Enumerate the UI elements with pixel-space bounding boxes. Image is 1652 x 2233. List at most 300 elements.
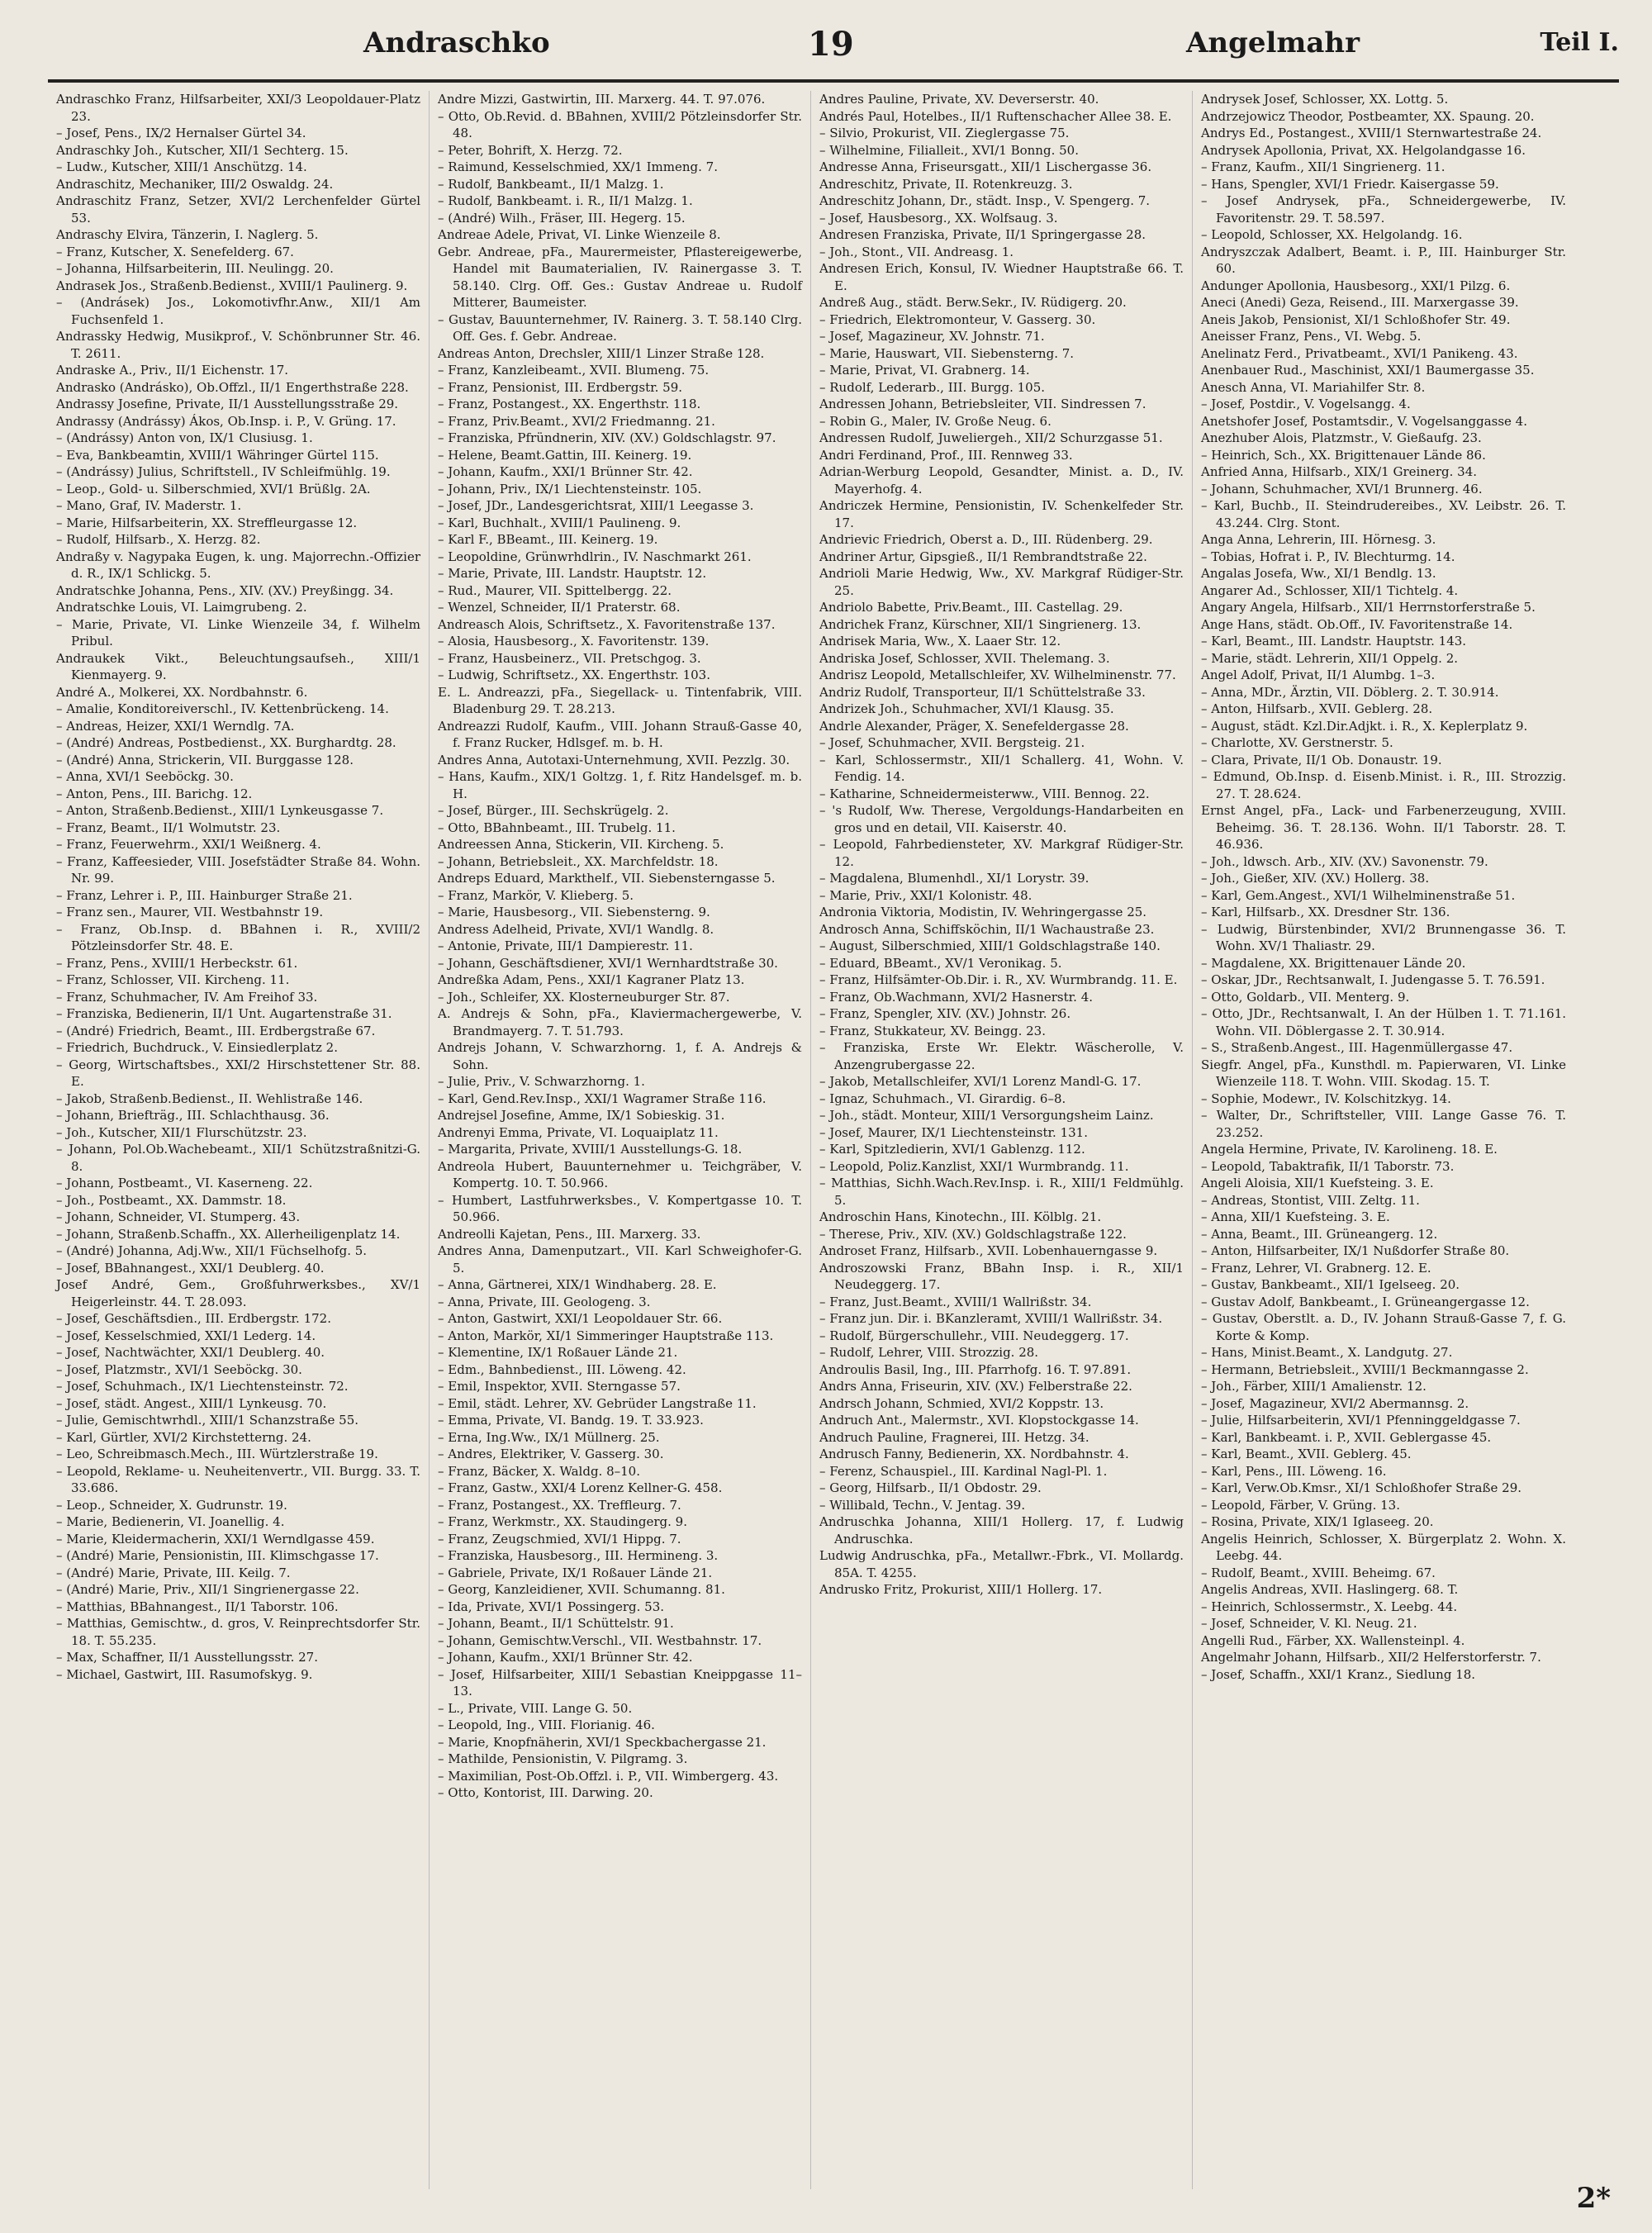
directory-entry: – Franz, Spengler, XIV. (XV.) Johnstr. 26.	[819, 1006, 1071, 1021]
directory-entry: – Franz, Pensionist, III. Erdbergstr. 59.	[438, 379, 683, 395]
directory-entry: Andunger Apollonia, Hausbesorg., XXI/1 Pilzg. 6.	[1201, 278, 1511, 293]
directory-entry: – Marie, Privat, VI. Grabnerg. 14.	[819, 363, 1030, 378]
directory-entry: – Raimund, Kesselschmied, XX/1 Immeng. 7.	[438, 159, 718, 174]
directory-entry: – Joh., ldwsch. Arb., XIV. (XV.) Savonenstr. 79.	[1201, 853, 1488, 869]
directory-entry: – Josef Andrysek, pFa., Schneidergewerbe, IV. Favoritenstr. 29. T. 58.597.	[1201, 193, 1566, 226]
directory-entry: Andrusko Fritz, Prokurist, XIII/1 Hollerg. 17.	[819, 1582, 1103, 1597]
directory-entry: – Anton, Gastwirt, XXI/1 Leopoldauer Str. 66.	[438, 1311, 723, 1326]
directory-entry: – Franz, Pens., XVIII/1 Herbeckstr. 61.	[56, 955, 298, 971]
directory-entry: – August, Silberschmied, XIII/1 Goldschlagstraße 140.	[819, 938, 1161, 953]
directory-entry: – Johann, Beamt., II/1 Schüttelstr. 91.	[438, 1616, 674, 1631]
directory-entry: Andre Mizzi, Gastwirtin, III. Marxerg. 44. T. 97.076.	[438, 92, 766, 107]
directory-entry: – Karl, Gem.Angest., XVI/1 Wilhelminenstraße 51.	[1201, 887, 1516, 903]
directory-entry: – Therese, Priv., XIV. (XV.) Goldschlagstraße 122.	[819, 1226, 1127, 1242]
directory-entry: – Otto, Ob.Revid. d. BBahnen, XVIII/2 Pötzleinsdorfer Str. 48.	[438, 108, 802, 140]
directory-entry: Angarer Ad., Schlosser, XII/1 Tichtelg. 4.	[1201, 582, 1459, 598]
directory-entry: – Marie, städt. Lehrerin, XII/1 Oppelg. 2.	[1201, 650, 1459, 666]
column-3	[811, 91, 1193, 2189]
directory-entry: – Josef, Magazineur, XVI/2 Abermannsg. 2.	[1201, 1395, 1469, 1411]
directory-entry: Andressen Johann, Betriebsleiter, VII. Sindressen 7.	[819, 397, 1146, 411]
directory-entry: – (André) Wilh., Fräser, III. Hegerg. 15.	[438, 210, 686, 226]
directory-entry: – Otto, Goldarb., VII. Menterg. 9.	[1201, 989, 1410, 1005]
directory-entry: – Leopold, Fahrbediensteter, XV. Markgraf Rüdiger-Str. 12.	[819, 837, 1184, 869]
directory-entry: – Otto, Kontorist, III. Darwing. 20.	[438, 1785, 653, 1800]
directory-entry: – Amalie, Konditoreiverschl., IV. Kettenbrückeng. 14.	[56, 701, 389, 716]
directory-entry: – Rudolf, Lederarb., III. Burgg. 105.	[819, 379, 1046, 395]
directory-entry: – Hans, Spengler, XVI/1 Friedr. Kaisergasse 59.	[1201, 176, 1499, 192]
directory-entry: Andrasko (Andrásko), Ob.Offzl., II/1 Engerthstraße 228.	[56, 379, 409, 395]
directory-entry: – Karl, Buchb., II. Steindrudereibes., XV. Leibstr. 26. T. 43.244. Clrg. Stont.	[1201, 498, 1566, 530]
directory-entry: – Magdalene, XX. Brigittenauer Lände 20.	[1201, 955, 1466, 971]
directory-entry: – Leopold, Schlosser, XX. Helgolandg. 16.	[1201, 227, 1463, 242]
directory-entry: – Karl, Gend.Rev.Insp., XXI/1 Wagramer Straße 116.	[438, 1090, 767, 1106]
directory-entry: Ernst Angel, pFa., Lack- und Farbenerzeugung, XVIII. Beheimg. 36. T. 28.136. Wohn. II/1 Taborstr. 28. T. 46.936.	[1201, 803, 1566, 852]
directory-entry: – Rudolf, Bankbeamt. i. R., II/1 Malzg. 1.	[438, 193, 693, 208]
directory-entry: Anfried Anna, Hilfsarb., XIX/1 Greinerg. 34.	[1201, 464, 1478, 479]
directory-entry: Andrenyi Emma, Private, VI. Loquaiplatz 11.	[438, 1124, 719, 1140]
directory-entry: – Franz, Markör, V. Klieberg. 5.	[438, 887, 634, 903]
directory-entry: – Friedrich, Buchdruck., V. Einsiedlerplatz 2.	[56, 1040, 338, 1055]
directory-entry: – Joh., Kutscher, XII/1 Flurschützstr. 23.	[56, 1124, 307, 1140]
directory-entry: – Margarita, Private, XVIII/1 Ausstellungs-G. 18.	[438, 1142, 743, 1157]
directory-entry: Andreessen Anna, Stickerin, VII. Kircheng. 5.	[438, 837, 724, 852]
directory-entry: Anesch Anna, VI. Mariahilfer Str. 8.	[1201, 379, 1426, 395]
directory-entry: Gebr. Andreae, pFa., Maurermeister, Pflastereigewerbe, Handel mit Baumaterialien, IV. Rainergasse 3. T. 58.140. Clrg. Off. Ges.: Gustav Andreae u. Rudolf Mitterer, Baumeister.	[438, 244, 802, 310]
directory-entry: – Matthias, Gemischtw., d. gros, V. Reinprechtsdorfer Str. 18. T. 55.235.	[56, 1616, 420, 1648]
directory-entry: – Otto, BBahnbeamt., III. Trubelg. 11.	[438, 820, 676, 835]
page-header	[48, 23, 1619, 71]
directory-entry: Andrys Ed., Postangest., XVIII/1 Sternwartestraße 24.	[1201, 126, 1542, 140]
directory-entry: Andrievic Friedrich, Oberst a. D., III. Rüdenberg. 29.	[819, 532, 1153, 547]
directory-entry: Andres Anna, Autotaxi-Unternehmung, XVII. Pezzlg. 30.	[438, 752, 790, 767]
directory-entry: Andratschke Louis, VI. Laimgrubeng. 2.	[56, 600, 307, 615]
directory-entry: – Alosia, Hausbesorg., X. Favoritenstr. 139.	[438, 634, 710, 649]
directory-entry: – Franz, Kaufm., XII/1 Singrienerg. 11.	[1201, 159, 1446, 174]
directory-entry: Anelinatz Ferd., Privatbeamt., XVI/1 Panikeng. 43.	[1201, 345, 1518, 361]
directory-entry: – Anna, Beamt., III. Grüneangerg. 12.	[1201, 1226, 1438, 1242]
directory-entry: – Franz, Ob.Insp. d. BBahnen i. R., XVIII/2 Pötzleinsdorfer Str. 48. E.	[56, 921, 420, 953]
directory-entry: Aneci (Anedi) Geza, Reisend., III. Marxergasse 39.	[1201, 295, 1519, 310]
directory-entry: Andrisek Maria, Ww., X. Laaer Str. 12.	[819, 634, 1061, 649]
directory-entry: Andronia Viktoria, Modistin, IV. Wehringergasse 25.	[819, 905, 1147, 919]
directory-entry: – Emil, städt. Lehrer, XV. Gebrüder Langstraße 11.	[438, 1395, 757, 1411]
directory-entry: – Rudolf, Hilfsarb., X. Herzg. 82.	[56, 532, 261, 547]
directory-entry: Andrysek Josef, Schlosser, XX. Lottg. 5.	[1201, 92, 1449, 107]
directory-entry: – Josef, Magazineur, XV. Johnstr. 71.	[819, 329, 1045, 344]
directory-entry: – Franz, Kutscher, X. Senefelderg. 67.	[56, 244, 294, 259]
directory-entry: – Joh., Postbeamt., XX. Dammstr. 18.	[56, 1192, 287, 1208]
directory-entry: – Karl, Schlossermstr., XII/1 Schallerg. 41, Wohn. V. Fendig. 14.	[819, 752, 1184, 784]
directory-entry: – Marie, Hauswart, VII. Siebensterng. 7.	[819, 345, 1075, 361]
directory-entry: – Karl, Hilfsarb., XX. Dresdner Str. 136.	[1201, 905, 1450, 919]
directory-entry: – Mathilde, Pensionistin, V. Pilgramg. 3.	[438, 1751, 688, 1766]
directory-entry: – Franz, Gastw., XXI/4 Lorenz Kellner-G. 458.	[438, 1480, 723, 1495]
directory-entry: – Antonie, Private, III/1 Dampierestr. 11.	[438, 938, 693, 953]
directory-entry: – Willibald, Techn., V. Jentag. 39.	[819, 1497, 1026, 1513]
directory-entry: Andressen Rudolf, Juweliergeh., XII/2 Schurzgasse 51.	[819, 430, 1163, 445]
directory-entry: André A., Molkerei, XX. Nordbahnstr. 6.	[56, 684, 308, 700]
directory-entry: – Magdalena, Blumenhdl., XI/1 Lorystr. 39.	[819, 871, 1089, 886]
directory-entry: – Katharine, Schneidermeisterww., VIII. Bennog. 22.	[819, 786, 1150, 801]
directory-entry: – Franziska, Hausbesorg., III. Hermineng. 3.	[438, 1548, 719, 1563]
directory-entry: Anenbauer Rud., Maschinist, XXI/1 Baumergasse 35.	[1201, 363, 1535, 378]
directory-entry: – Emil, Inspektor, XVII. Sterngasse 57.	[438, 1379, 681, 1394]
directory-entry: – Gustav, Bankbeamt., XII/1 Igelseeg. 20.	[1201, 1277, 1460, 1292]
directory-entry: – Karl, Gürtler, XVI/2 Kirchstetterng. 24.	[56, 1429, 311, 1445]
directory-entry: Andruch Pauline, Fragnerei, III. Hetzg. 34.	[819, 1429, 1089, 1445]
directory-entry: Anezhuber Alois, Platzmstr., V. Gießaufg. 23.	[1201, 430, 1482, 445]
directory-entry: – Joh., Gießer, XIV. (XV.) Hollerg. 38.	[1201, 871, 1430, 886]
directory-entry: – Marie, Priv., XXI/1 Kolonistr. 48.	[819, 887, 1032, 903]
directory-entry: – Franz, Zeugschmied, XVI/1 Hippg. 7.	[438, 1531, 681, 1546]
directory-entry: – (André) Johanna, Adj.Ww., XII/1 Füchselhofg. 5.	[56, 1243, 368, 1258]
directory-entry: – Johann, Priv., IX/1 Liechtensteinstr. 105.	[438, 481, 702, 496]
directory-entry: Andreas Anton, Drechsler, XIII/1 Linzer Straße 128.	[438, 345, 765, 361]
directory-entry: – Josef, Platzmstr., XVI/1 Seeböckg. 30.	[56, 1361, 302, 1377]
column-2	[430, 91, 811, 2189]
directory-entry: Angela Hermine, Private, IV. Karolineng. 18. E.	[1201, 1142, 1498, 1157]
directory-entry: Andrioli Marie Hedwig, Ww., XV. Markgraf Rüdiger-Str. 25.	[819, 566, 1184, 598]
directory-entry: E. L. Andreazzi, pFa., Siegellack- u. Tintenfabrik, VIII. Bladenburg 29. T. 28.213.	[438, 684, 802, 716]
directory-entry: – (Andrásek) Jos., Lokomotivfhr.Anw., XII/1 Am Fuchsenfeld 1.	[56, 295, 420, 327]
directory-entry: – Heinrich, Sch., XX. Brigittenauer Lände 86.	[1201, 447, 1486, 463]
directory-entry: – Humbert, Lastfuhrwerksbes., V. Kompertgasse 10. T. 50.966.	[438, 1192, 802, 1224]
directory-entry: – Johann, Geschäftsdiener, XVI/1 Wernhardtstraße 30.	[438, 955, 778, 971]
signature-mark: 2*	[1576, 2182, 1611, 2215]
directory-entry: – Anna, XVI/1 Seeböckg. 30.	[56, 769, 234, 784]
directory-entry: – Anna, MDr., Ärztin, VII. Döblerg. 2. T. 30.914.	[1201, 684, 1499, 700]
directory-entry: – Franz, Kanzleibeamt., XVII. Blumeng. 75.	[438, 363, 710, 378]
directory-entry: – Max, Schaffner, II/1 Ausstellungsstr. 27.	[56, 1650, 318, 1665]
directory-entry: – Wilhelmine, Filialleit., XVI/1 Bonng. 50.	[819, 142, 1079, 158]
directory-entry: – Johann, Betriebsleit., XX. Marchfeldstr. 18.	[438, 853, 719, 869]
directory-entry: – Leo, Schreibmasch.Mech., III. Würtzlerstraße 19.	[56, 1447, 378, 1461]
directory-entry: – Joh., Schleifer, XX. Klosterneuburger Str. 87.	[438, 989, 730, 1005]
directory-entry: – Walter, Dr., Schriftsteller, VIII. Lange Gasse 76. T. 23.252.	[1201, 1108, 1566, 1140]
part-label: Teil I.	[1540, 28, 1619, 57]
directory-entry: – (André) Marie, Private, III. Keilg. 7.	[56, 1565, 291, 1580]
directory-entry: Andruch Ant., Malermstr., XVI. Klopstockgasse 14.	[819, 1413, 1139, 1428]
directory-entry: Aneisser Franz, Pens., VI. Webg. 5.	[1201, 329, 1422, 344]
directory-entry: – Johanna, Hilfsarbeiterin, III. Neulingg. 20.	[56, 261, 334, 276]
directory-entry: – August, städt. Kzl.Dir.Adjkt. i. R., X. Keplerplatz 9.	[1201, 718, 1528, 734]
directory-entry: – Josef, städt. Angest., XIII/1 Lynkeusg. 70.	[56, 1395, 327, 1411]
directory-entry: – Friedrich, Elektromonteur, V. Gasserg. 30.	[819, 311, 1096, 327]
directory-entry: Andreazzi Rudolf, Kaufm., VIII. Johann Strauß-Gasse 40, f. Franz Rucker, Hdlsgef. m. b. H.	[438, 718, 802, 750]
directory-entry: Josef André, Gem., Großfuhrwerksbes., XV/1 Heigerleinstr. 44. T. 28.093.	[56, 1277, 420, 1309]
directory-entry: – Mano, Graf, IV. Maderstr. 1.	[56, 498, 242, 513]
directory-entry: – Franz, Werkmstr., XX. Staudingerg. 9.	[438, 1514, 687, 1529]
directory-entry: Andrizek Joh., Schuhmacher, XVI/1 Klausg. 35.	[819, 701, 1114, 716]
directory-entry: – Ludwig, Bürstenbinder, XVI/2 Brunnengasse 36. T. Wohn. XV/1 Thaliastr. 29.	[1201, 921, 1566, 953]
directory-entry: – Karl F., BBeamt., III. Keinerg. 19.	[438, 532, 658, 547]
directory-entry: – Julie, Hilfsarbeiterin, XVI/1 Pfenninggeldgasse 7.	[1201, 1413, 1521, 1428]
directory-entry: Andres Pauline, Private, XV. Deverserstr. 40.	[819, 92, 1099, 107]
directory-entry: – Franziska, Erste Wr. Elektr. Wäscherolle, V. Anzengrubergasse 22.	[819, 1040, 1184, 1072]
directory-entry: Andraschky Joh., Kutscher, XII/1 Sechterg. 15.	[56, 142, 349, 158]
directory-entry: – Josef, Bürger., III. Sechskrügelg. 2.	[438, 803, 669, 818]
directory-entry: – Gustav, Oberstlt. a. D., IV. Johann Strauß-Gasse 7, f. G. Korte & Komp.	[1201, 1311, 1566, 1343]
directory-entry: – Anna, XII/1 Kuefsteing. 3. E.	[1201, 1209, 1390, 1224]
directory-entry: Andrs Anna, Friseurin, XIV. (XV.) Felberstraße 22.	[819, 1379, 1132, 1394]
directory-entry: – Hans, Kaufm., XIX/1 Goltzg. 1, f. Ritz Handelsgef. m. b. H.	[438, 769, 802, 801]
directory-entry: Andreae Adele, Privat, VI. Linke Wienzeile 8.	[438, 227, 721, 242]
directory-entry: – Rosina, Private, XIX/1 Iglaseeg. 20.	[1201, 1514, 1434, 1529]
directory-entry: – Leopold, Färber, V. Grüng. 13.	[1201, 1497, 1400, 1513]
directory-entry: – Josef, Geschäftsdien., III. Erdbergstr. 172.	[56, 1311, 331, 1326]
directory-entry: – Clara, Private, II/1 Ob. Donaustr. 19.	[1201, 752, 1442, 767]
directory-entry: Andri Ferdinand, Prof., III. Rennweg 33.	[819, 447, 1073, 463]
directory-entry: – Johann, Briefträg., III. Schlachthausg. 36.	[56, 1108, 330, 1123]
directory-entry: Andrisz Leopold, Metallschleifer, XV. Wilhelminenstr. 77.	[819, 668, 1176, 682]
directory-entry: – Franz sen., Maurer, VII. Westbahnstr 19.	[56, 905, 324, 919]
directory-entry: – Karl, Buchhalt., XVIII/1 Paulineng. 9.	[438, 515, 681, 530]
directory-entry: – Peter, Bohrift, X. Herzg. 72.	[438, 142, 623, 158]
directory-entry: – Leopold, Tabaktrafik, II/1 Taborstr. 73.	[1201, 1158, 1455, 1174]
directory-entry: – Franz, Schuhmacher, IV. Am Freihof 33.	[56, 989, 318, 1005]
directory-entry: – Leopold, Poliz.Kanzlist, XXI/1 Wurmbrandg. 11.	[819, 1158, 1129, 1174]
header-last-entry: Angelmahr	[1186, 26, 1360, 59]
directory-entry: Andraschitz, Mechaniker, III/2 Oswaldg. 24.	[56, 176, 334, 192]
directory-entry: – Julie, Priv., V. Schwarzhorng. 1.	[438, 1074, 645, 1089]
directory-entry: Andreasch Alois, Schriftsetz., X. Favoritenstraße 137.	[438, 616, 776, 632]
directory-entry: – Josef, Nachtwächter, XXI/1 Deublerg. 40.	[56, 1345, 325, 1360]
directory-entry: – Franz, Lehrer, VI. Grabnerg. 12. E.	[1201, 1260, 1431, 1276]
directory-entry: Angelmahr Johann, Hilfsarb., XII/2 Helferstorferstr. 7.	[1201, 1650, 1541, 1665]
directory-entry: – Franz, Beamt., II/1 Wolmutstr. 23.	[56, 820, 281, 835]
directory-entry: – Johann, Pol.Ob.Wachebeamt., XII/1 Schützstraßnitzi-G. 8.	[56, 1142, 420, 1174]
directory-entry: Andresen Erich, Konsul, IV. Wiedner Hauptstraße 66. T. E.	[819, 261, 1184, 293]
directory-entry: – Johann, Kaufm., XXI/1 Brünner Str. 42.	[438, 1650, 693, 1665]
directory-entry: – Klementine, IX/1 Roßauer Lände 21.	[438, 1345, 678, 1360]
directory-entry: – Helene, Beamt.Gattin, III. Keinerg. 19.	[438, 447, 692, 463]
directory-entry: – Joh., städt. Monteur, XIII/1 Versorgungsheim Lainz.	[819, 1108, 1154, 1123]
directory-entry: – Andreas, Heizer, XXI/1 Werndlg. 7A.	[56, 718, 295, 734]
directory-entry: Angelli Rud., Färber, XX. Wallensteinpl. 4.	[1201, 1632, 1465, 1648]
directory-entry: – Franziska, Bedienerin, II/1 Unt. Augartenstraße 31.	[56, 1006, 392, 1021]
directory-entry: Andryszczak Adalbert, Beamt. i. P., III. Hainburger Str. 60.	[1201, 244, 1566, 276]
directory-entry: – Wenzel, Schneider, II/1 Praterstr. 68.	[438, 600, 681, 615]
directory-entry: – Anton, Hilfsarb., XVII. Geblerg. 28.	[1201, 701, 1433, 716]
directory-entry: – Karl, Spitzledierin, XVI/1 Gablenzg. 112.	[819, 1142, 1085, 1157]
directory-entry: – Jakob, Straßenb.Bedienst., II. Wehlistraße 146.	[56, 1090, 363, 1106]
directory-entry: – Josef, Schuhmacher, XVII. Bergsteig. 21.	[819, 735, 1085, 750]
directory-entry: – Josef, Kesselschmied, XXI/1 Lederg. 14.	[56, 1328, 316, 1343]
directory-entry: – (André) Marie, Pensionistin, III. Klimschgasse 17.	[56, 1548, 379, 1563]
directory-entry: – Anton, Markör, XI/1 Simmeringer Hauptstraße 113.	[438, 1328, 774, 1343]
directory-entry: – Josef, Schuhmach., IX/1 Liechtensteinstr. 72.	[56, 1379, 349, 1394]
directory-entry: – Franz, Postangest., XX. Engerthstr. 118.	[438, 397, 701, 411]
column-1	[48, 91, 430, 2189]
directory-entry: – Leopold, Reklame- u. Neuheitenvertr., VII. Burgg. 33. T. 33.686.	[56, 1463, 420, 1495]
directory-entry: – Franz, Feuerwehrm., XXI/1 Weißnerg. 4.	[56, 837, 321, 852]
directory-entry: Andriolo Babette, Priv.Beamt., III. Castellag. 29.	[819, 600, 1123, 615]
directory-entry: – Tobias, Hofrat i. P., IV. Blechturmg. 14.	[1201, 549, 1455, 564]
directory-entry: – Josef, Schneider, V. Kl. Neug. 21.	[1201, 1616, 1417, 1631]
directory-entry: Andrysek Apollonia, Privat, XX. Helgolandgasse 16.	[1201, 142, 1526, 158]
directory-entry: – Leop., Schneider, X. Gudrunstr. 19.	[56, 1497, 287, 1513]
directory-entry: – Anna, Gärtnerei, XIX/1 Windhaberg. 28. E.	[438, 1277, 717, 1292]
directory-entry: – Josef, Pens., IX/2 Hernalser Gürtel 34.	[56, 126, 306, 140]
directory-entry: – Rudolf, Beamt., XVIII. Beheimg. 67.	[1201, 1565, 1436, 1580]
directory-entry: Andreschitz, Private, II. Rotenkreuzg. 3.	[819, 176, 1073, 192]
directory-entry: – Karl, Beamt., III. Landstr. Hauptstr. 143.	[1201, 634, 1467, 649]
directory-entry: – Andres, Elektriker, V. Gasserg. 30.	[438, 1447, 664, 1461]
directory-entry: – Johann, Postbeamt., VI. Kaserneng. 22.	[56, 1176, 313, 1190]
directory-entry: – Josef, BBahnangest., XXI/1 Deublerg. 40.	[56, 1260, 325, 1276]
directory-entry: – Johann, Gemischtw.Verschl., VII. Westbahnstr. 17.	[438, 1632, 762, 1648]
directory-entry: – Karl, Pens., III. Löweng. 16.	[1201, 1463, 1387, 1479]
directory-entry: – Johann, Straßenb.Schaffn., XX. Allerheiligenplatz 14.	[56, 1226, 401, 1242]
directory-entry: Angel Adolf, Privat, II/1 Alumbg. 1–3.	[1201, 668, 1436, 682]
directory-entry: – Franz, Ob.Wachmann, XVI/2 Hasnerstr. 4.	[819, 989, 1094, 1005]
directory-entry: Andratschke Johanna, Pens., XIV. (XV.) Preyßingg. 34.	[56, 582, 394, 598]
directory-entry: – Josef, Hausbesorg., XX. Wolfsaug. 3.	[819, 210, 1058, 226]
directory-entry: – Ida, Private, XVI/1 Possingerg. 53.	[438, 1599, 665, 1614]
directory-entry: – Georg, Hilfsarb., II/1 Obdostr. 29.	[819, 1480, 1042, 1495]
directory-entry: – Otto, JDr., Rechtsanwalt, I. An der Hülben 1. T. 71.161. Wohn. VII. Döblergasse 2. T. 30.914.	[1201, 1006, 1566, 1038]
directory-entry: – Leopold, Ing., VIII. Florianig. 46.	[438, 1718, 655, 1732]
directory-entry: – S., Straßenb.Angest., III. Hagenmüllergasse 47.	[1201, 1040, 1513, 1055]
directory-entry: – (André) Marie, Priv., XII/1 Singrienergasse 22.	[56, 1582, 359, 1597]
directory-entry: Andrassy (Andrássy) Ákos, Ob.Insp. i. P., V. Grüng. 17.	[56, 413, 396, 429]
directory-entry: – Ludw., Kutscher, XIII/1 Anschützg. 14.	[56, 159, 307, 174]
directory-entry: – Gustav, Bauunternehmer, IV. Rainerg. 3. T. 58.140 Clrg. Off. Ges. f. Gebr. Andreae.	[438, 311, 802, 344]
directory-entry: – Leop., Gold- u. Silberschmied, XVI/1 Brüßlg. 2A.	[56, 481, 371, 496]
directory-entry: Andres Anna, Damenputzart., VII. Karl Schweighofer-G. 5.	[438, 1243, 802, 1276]
directory-entry: – (André) Andreas, Postbedienst., XX. Burghardtg. 28.	[56, 735, 396, 750]
directory-entry: – Eduard, BBeamt., XV/1 Veronikag. 5.	[819, 955, 1062, 971]
directory-entry: Andraukek Vikt., Beleuchtungsaufseh., XIII/1 Kienmayerg. 9.	[56, 650, 420, 682]
directory-entry: – Gustav Adolf, Bankbeamt., I. Grüneangergasse 12.	[1201, 1294, 1530, 1309]
directory-entry: – Ludwig, Schriftsetz., XX. Engerthstr. 103.	[438, 668, 710, 682]
directory-entry: – Franz, Lehrer i. P., III. Hainburger Straße 21.	[56, 887, 353, 903]
directory-entry: – Franz, Stukkateur, XV. Beingg. 23.	[819, 1023, 1046, 1038]
directory-entry: – Franz, Just.Beamt., XVIII/1 Wallrißstr. 34.	[819, 1294, 1092, 1309]
directory-entry: Androset Franz, Hilfsarb., XVII. Lobenhauerngasse 9.	[819, 1243, 1158, 1258]
directory-entry: – Jakob, Metallschleifer, XVI/1 Lorenz Mandl-G. 17.	[819, 1074, 1142, 1089]
directory-entry: – Franz, Schlosser, VII. Kircheng. 11.	[56, 972, 290, 987]
entry-columns	[48, 91, 1619, 2189]
directory-entry: – Ignaz, Schuhmach., VI. Girardig. 6–8.	[819, 1090, 1066, 1106]
directory-entry: – Eva, Bankbeamtin, XVIII/1 Währinger Gürtel 115.	[56, 447, 379, 463]
directory-entry: Andraschitz Franz, Setzer, XVI/2 Lerchenfelder Gürtel 53.	[56, 193, 420, 226]
directory-entry: Andrsch Johann, Schmied, XVI/2 Koppstr. 13.	[819, 1395, 1104, 1411]
directory-entry: – Rud., Maurer, VII. Spittelbergg. 22.	[438, 582, 672, 598]
directory-entry: Andrés Paul, Hotelbes., II/1 Ruftenschacher Allee 38. E.	[819, 108, 1172, 124]
directory-entry: Andrichek Franz, Kürschner, XII/1 Singrienerg. 13.	[819, 616, 1142, 632]
directory-entry: Andriz Rudolf, Transporteur, II/1 Schüttelstraße 33.	[819, 684, 1146, 700]
directory-entry: – Karl, Beamt., XVII. Geblerg. 45.	[1201, 1447, 1412, 1461]
directory-entry: – Charlotte, XV. Gerstnerstr. 5.	[1201, 735, 1393, 750]
directory-entry: – Anton, Hilfsarbeiter, IX/1 Nußdorfer Straße 80.	[1201, 1243, 1510, 1258]
directory-entry: – Marie, Private, VI. Linke Wienzeile 34, f. Wilhelm Pribul.	[56, 616, 420, 649]
directory-entry: – Rudolf, Lehrer, VIII. Strozzig. 28.	[819, 1345, 1039, 1360]
directory-entry: – 's Rudolf, Ww. Therese, Vergoldungs-Handarbeiten en gros und en detail, VII. Kaiserstr. 40.	[819, 803, 1184, 835]
directory-entry: Aneis Jakob, Pensionist, XI/1 Schloßhofer Str. 49.	[1201, 311, 1511, 327]
directory-entry: Angelis Andreas, XVII. Haslingerg. 68. T.	[1201, 1582, 1459, 1597]
directory-entry: – Maximilian, Post-Ob.Offzl. i. P., VII. Wimbergerg. 43.	[438, 1768, 779, 1784]
directory-entry: – Matthias, Sichh.Wach.Rev.Insp. i. R., XIII/1 Feldmühlg. 5.	[819, 1176, 1184, 1208]
directory-entry: – Hermann, Betriebsleit., XVIII/1 Beckmanngasse 2.	[1201, 1361, 1529, 1377]
directory-entry: – Franz, Hausbeinerz., VII. Pretschgog. 3.	[438, 650, 701, 666]
directory-entry: – Joh., Färber, XIII/1 Amalienstr. 12.	[1201, 1379, 1427, 1394]
directory-entry: Andreschitz Johann, Dr., städt. Insp., V. Spengerg. 7.	[819, 193, 1151, 208]
directory-entry: Ludwig Andruschka, pFa., Metallwr.-Fbrk., VI. Mollardg. 85A. T. 4255.	[819, 1548, 1184, 1580]
directory-entry: Anetshofer Josef, Postamtsdir., V. Vogelsanggasse 4.	[1201, 413, 1527, 429]
directory-entry: – Marie, Hilfsarbeiterin, XX. Streffleurgasse 12.	[56, 515, 358, 530]
directory-entry: Andrzejowicz Theodor, Postbeamter, XX. Spaung. 20.	[1201, 108, 1535, 124]
directory-entry: Andreßka Adam, Pens., XXI/1 Kagraner Platz 13.	[438, 972, 745, 987]
directory-entry: – Josef, Schaffn., XXI/1 Kranz., Siedlung 18.	[1201, 1666, 1476, 1682]
directory-entry: – Franz, Hilfsämter-Ob.Dir. i. R., XV. Wurmbrandg. 11. E.	[819, 972, 1178, 987]
directory-entry: – Georg, Kanzleidiener, XVII. Schumanng. 81.	[438, 1582, 725, 1597]
directory-entry: – Karl, Verw.Ob.Kmsr., XI/1 Schloßhofer Straße 29.	[1201, 1480, 1522, 1495]
directory-entry: – Matthias, BBahnangest., II/1 Taborstr. 106.	[56, 1599, 339, 1614]
directory-entry: Andriska Josef, Schlosser, XVII. Thelemang. 3.	[819, 650, 1110, 666]
directory-entry: – Marie, Kleidermacherin, XXI/1 Werndlgasse 459.	[56, 1531, 375, 1546]
directory-entry: Andraske A., Priv., II/1 Eichenstr. 17.	[56, 363, 289, 378]
directory-entry: – L., Private, VIII. Lange G. 50.	[438, 1700, 633, 1716]
directory-entry: – (Andrássy) Anton von, IX/1 Clusiusg. 1.	[56, 430, 313, 445]
directory-entry: Andreola Hubert, Bauunternehmer u. Teichgräber, V. Kompertg. 10. T. 50.966.	[438, 1158, 802, 1190]
directory-entry: – Josef, Hilfsarbeiter, XIII/1 Sebastian Kneippgasse 11–13.	[438, 1666, 802, 1699]
column-4	[1193, 91, 1574, 2189]
directory-entry: – Edmund, Ob.Insp. d. Eisenb.Minist. i. R., III. Strozzig. 27. T. 28.624.	[1201, 769, 1566, 801]
directory-entry: – Michael, Gastwirt, III. Rasumofskyg. 9.	[56, 1666, 313, 1682]
directory-entry: Andruschka Johanna, XIII/1 Hollerg. 17, f. Ludwig Andruschka.	[819, 1514, 1184, 1546]
directory-entry: – Silvio, Prokurist, VII. Zieglergasse 75.	[819, 126, 1070, 140]
directory-entry: Andreolli Kajetan, Pens., III. Marxerg. 33.	[438, 1226, 701, 1242]
directory-entry: Androulis Basil, Ing., III. Pfarrhofg. 16. T. 97.891.	[819, 1361, 1132, 1377]
directory-entry: Andrassky Hedwig, Musikprof., V. Schönbrunner Str. 46. T. 2611.	[56, 329, 420, 361]
directory-entry: Angeli Aloisia, XII/1 Kuefsteing. 3. E.	[1201, 1176, 1434, 1190]
directory-entry: Androsch Anna, Schiffsköchin, II/1 Wachaustraße 23.	[819, 921, 1155, 937]
directory-entry: Adrian-Werburg Leopold, Gesandter, Minist. a. D., IV. Mayerhofg. 4.	[819, 464, 1184, 496]
directory-entry: – Andreas, Stontist, VIII. Zeltg. 11.	[1201, 1192, 1420, 1208]
directory-entry: Andraschko Franz, Hilfsarbeiter, XXI/3 Leopoldauer-Platz 23.	[56, 92, 420, 124]
directory-entry: – (André) Anna, Strickerin, VII. Burggasse 128.	[56, 752, 354, 767]
directory-entry: – Heinrich, Schlossermstr., X. Leebg. 44.	[1201, 1599, 1458, 1614]
directory-entry: – Rudolf, Bankbeamt., II/1 Malzg. 1.	[438, 176, 664, 192]
directory-entry: – Josef, Maurer, IX/1 Liechtensteinstr. 131.	[819, 1124, 1088, 1140]
header-rule	[48, 79, 1619, 83]
directory-entry: Andrejsel Josefine, Amme, IX/1 Sobieskig. 31.	[438, 1108, 725, 1123]
directory-entry: Andraschy Elvira, Tänzerin, I. Naglerg. 5.	[56, 227, 319, 242]
directory-entry: – Oskar, JDr., Rechtsanwalt, I. Judengasse 5. T. 76.591.	[1201, 972, 1545, 987]
directory-entry: Andrejs Johann, V. Schwarzhorng. 1, f. A. Andrejs & Sohn.	[438, 1040, 802, 1072]
directory-entry: – Johann, Kaufm., XXI/1 Brünner Str. 42.	[438, 464, 693, 479]
directory-entry: – Emma, Private, VI. Bandg. 19. T. 33.923.	[438, 1413, 704, 1428]
directory-entry: A. Andrejs & Sohn, pFa., Klaviermachergewerbe, V. Brandmayerg. 7. T. 51.793.	[438, 1006, 802, 1038]
directory-entry: – Franziska, Pfründnerin, XIV. (XV.) Goldschlagstr. 97.	[438, 430, 776, 445]
directory-entry: – Sophie, Modewr., IV. Kolschitzkyg. 14.	[1201, 1090, 1451, 1106]
directory-entry: Andriczek Hermine, Pensionistin, IV. Schenkelfeder Str. 17.	[819, 498, 1184, 530]
directory-entry: Andreps Eduard, Markthelf., VII. Siebensterngasse 5.	[438, 871, 776, 886]
directory-entry: – Franz, Priv.Beamt., XVI/2 Friedmanng. 21.	[438, 413, 715, 429]
directory-entry: Angalas Josefa, Ww., XI/1 Bendlg. 13.	[1201, 566, 1436, 581]
directory-entry: – Anton, Straßenb.Bedienst., XIII/1 Lynkeusgasse 7.	[56, 803, 384, 818]
directory-entry: – Johann, Schuhmacher, XVI/1 Brunnerg. 46.	[1201, 481, 1483, 496]
directory-entry: – Julie, Gemischtwrhdl., XIII/1 Schanzstraße 55.	[56, 1413, 359, 1428]
directory-entry: – Josef, Postdir., V. Vogelsangg. 4.	[1201, 397, 1411, 411]
directory-entry: – Edm., Bahnbedienst., III. Löweng. 42.	[438, 1361, 686, 1377]
directory-entry: Andresse Anna, Friseursgatt., XII/1 Lischergasse 36.	[819, 159, 1152, 174]
directory-entry: – Marie, Bedienerin, VI. Joanellig. 4.	[56, 1514, 285, 1529]
header-first-entry: Andraschko	[363, 26, 550, 59]
directory-entry: – Karl, Bankbeamt. i. P., XVII. Geblergasse 45.	[1201, 1429, 1492, 1445]
directory-entry: – Georg, Wirtschaftsbes., XXI/2 Hirschstettener Str. 88. E.	[56, 1057, 420, 1089]
